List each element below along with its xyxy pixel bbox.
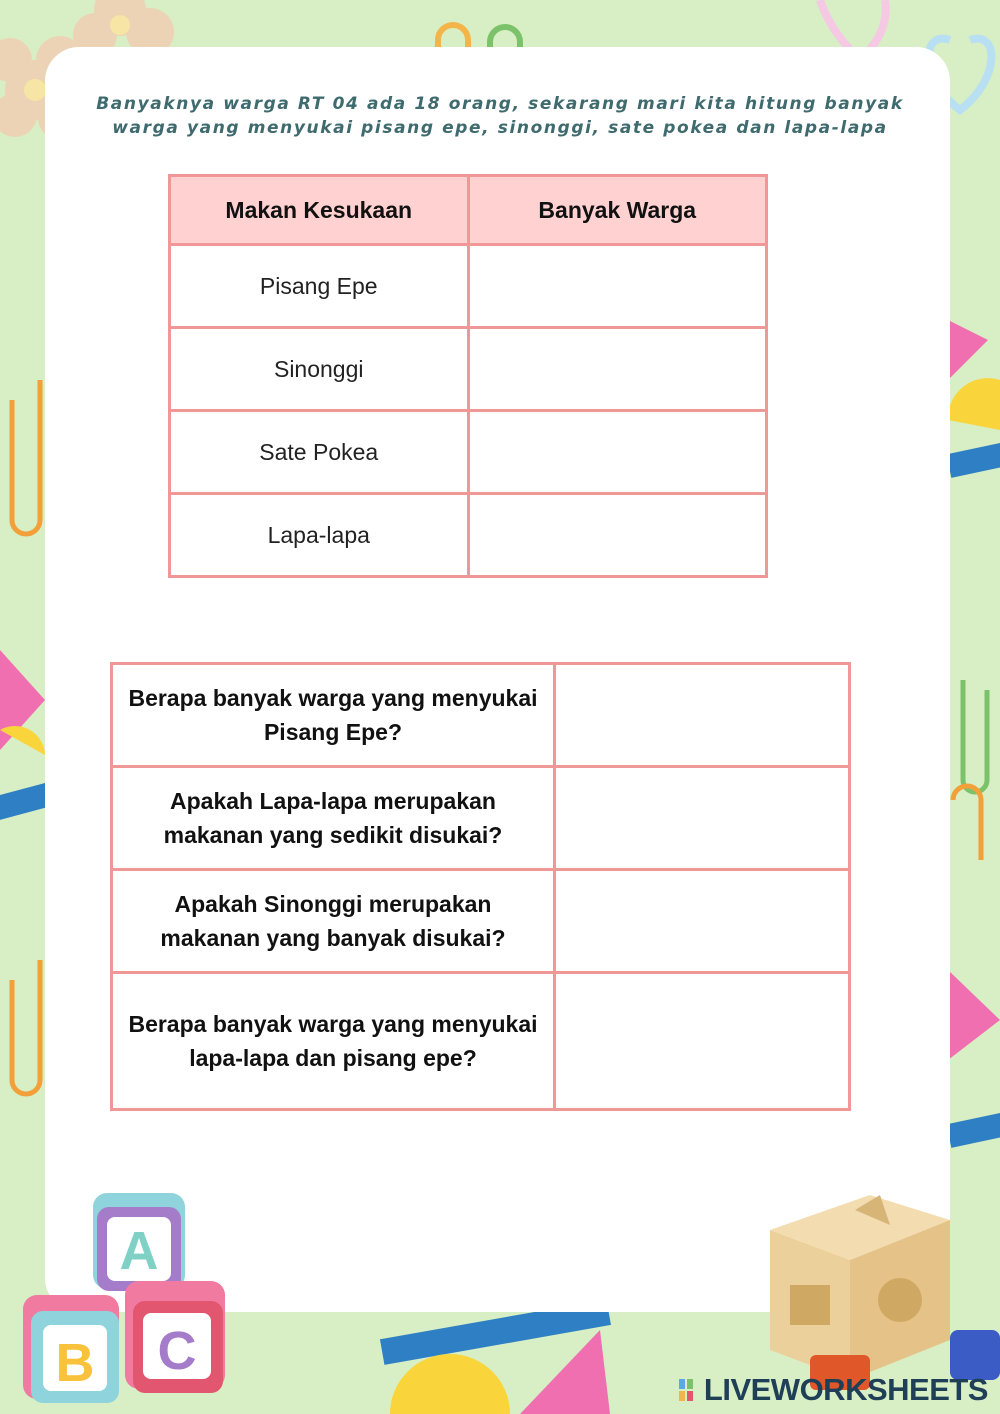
question-row: [112, 767, 850, 870]
table-row: [170, 245, 767, 328]
question-answer-field[interactable]: [555, 973, 850, 1110]
question-row: [112, 664, 850, 767]
question-answer-field[interactable]: [555, 664, 850, 767]
question-table: [110, 662, 851, 1111]
liveworksheets-logo: [678, 1372, 988, 1408]
table-row: [170, 328, 767, 411]
table-row: [170, 494, 767, 577]
logo-text: LIVEWORKSHEETS: [703, 1372, 988, 1407]
question-answer-field[interactable]: [555, 767, 850, 870]
svg-text:A: A: [119, 1221, 159, 1281]
liveworksheets-icon: [678, 1378, 702, 1402]
count-answer-field[interactable]: [468, 411, 767, 494]
header-favorite-food: Makan Kesukaan: [170, 176, 469, 245]
count-answer-field[interactable]: [468, 494, 767, 577]
question-text: Berapa banyak warga yang menyukai lapa-lapa dan pisang epe?: [112, 973, 555, 1110]
question-text: Berapa banyak warga yang menyukai Pisang Epe?: [112, 664, 555, 767]
svg-text:C: C: [157, 1321, 197, 1381]
shape-sorter-icon: [760, 1190, 1000, 1390]
abc-blocks-icon: [15, 1185, 230, 1414]
question-text: Apakah Lapa-lapa merupakan makanan yang sedikit disukai?: [112, 767, 555, 870]
svg-text:B: B: [55, 1333, 95, 1393]
question-text: Apakah Sinonggi merupakan makanan yang banyak disukai?: [112, 870, 555, 973]
right-stationery-decoration: [948, 320, 1000, 1220]
food-name: Sate Pokea: [170, 411, 469, 494]
table-header-row: [170, 176, 767, 245]
table-row: [170, 411, 767, 494]
food-preference-table: [168, 174, 768, 578]
food-name: Sinonggi: [170, 328, 469, 411]
food-name: Pisang Epe: [170, 245, 469, 328]
question-row: [112, 870, 850, 973]
count-answer-field[interactable]: [468, 328, 767, 411]
question-row: [112, 973, 850, 1110]
header-resident-count: Banyak Warga: [468, 176, 767, 245]
question-answer-field[interactable]: [555, 870, 850, 973]
count-answer-field[interactable]: [468, 245, 767, 328]
instruction-text: Banyaknya warga RT 04 ada 18 orang, sekarang mari kita hitung banyak warga yang menyukai pisang epe, sinonggi, sate pokea dan lapa-lapa: [96, 94, 904, 138]
food-name: Lapa-lapa: [170, 494, 469, 577]
